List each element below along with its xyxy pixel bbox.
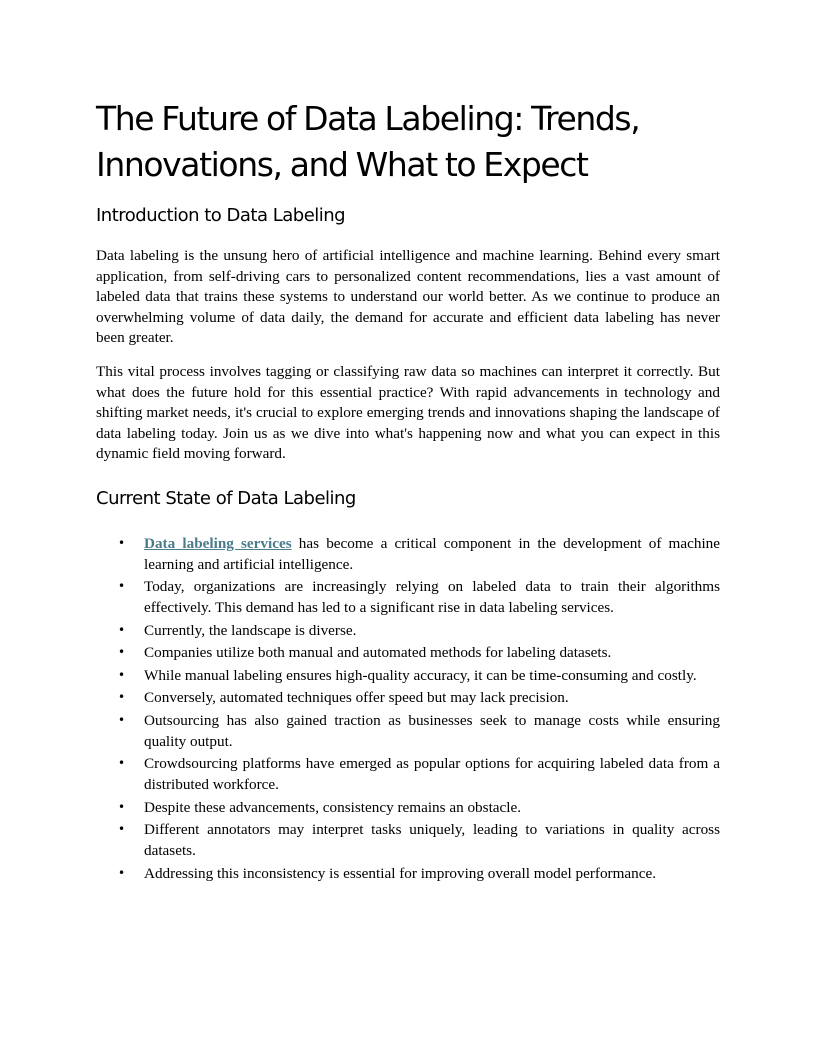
list-item-text: Different annotators may interpret tasks uniquely, leading to variations in quality across datasets.: [144, 821, 720, 860]
list-item-text: has become a critical component in the development of machine learning and artificial intelligence.: [144, 534, 720, 573]
bullet-icon: •: [118, 712, 126, 727]
bullet-icon: •: [118, 622, 126, 637]
list-item: [96, 620, 720, 641]
document-content: [96, 96, 720, 885]
bullet-icon: •: [118, 579, 126, 594]
list-item: [96, 819, 720, 861]
bullet-icon: •: [118, 756, 126, 771]
intro-heading: Introduction to Data Labeling: [96, 205, 346, 226]
list-item: [96, 687, 720, 708]
list-item: [96, 863, 720, 884]
list-item-text: Despite these advancements, consistency remains an obstacle.: [144, 798, 522, 816]
current-state-heading: Current State of Data Labeling: [96, 487, 356, 509]
list-item: [96, 576, 720, 618]
list-item-text: Currently, the landscape is diverse.: [144, 621, 357, 639]
bullet-icon: •: [118, 799, 126, 814]
page-title: The Future of Data Labeling: Trends, Innovations, and What to Expect: [96, 99, 640, 184]
list-item-text: Conversely, automated techniques offer speed but may lack precision.: [144, 689, 569, 707]
list-item: [96, 753, 720, 795]
bullet-icon: •: [118, 645, 126, 660]
data-labeling-services-link[interactable]: Data labeling services: [144, 534, 292, 552]
list-item: [96, 665, 720, 686]
bullet-icon: •: [118, 865, 126, 880]
list-item-text: Companies utilize both manual and automated methods for labeling datasets.: [144, 644, 612, 662]
list-item: [96, 710, 720, 752]
list-item: [96, 533, 720, 575]
bullet-icon: •: [118, 690, 126, 705]
list-item-text: Today, organizations are increasingly relying on labeled data to train their algorithms effectively. This demand has led to a significant rise in data labeling services.: [144, 578, 720, 617]
list-item-text: While manual labeling ensures high-quality accuracy, it can be time-consuming and costly.: [144, 666, 697, 684]
intro-paragraph-2: This vital process involves tagging or classifying raw data so machines can interpret it correctly. But what does the future hold for this essential practice? With rapid advancements in technology and shifting market needs, it's crucial to explore emerging trends and innovations shaping the landscape of data labeling today. Join us as we dive into what's happening now and what you can expect in this dynamic field moving forward.: [96, 362, 720, 463]
list-item-text: Crowdsourcing platforms have emerged as popular options for acquiring labeled data from a distributed workforce.: [144, 755, 720, 794]
bullet-icon: •: [118, 667, 126, 682]
list-item-text: Addressing this inconsistency is essential for improving overall model performance.: [144, 864, 657, 882]
current-state-list: [96, 533, 720, 884]
list-item: [96, 797, 720, 818]
intro-paragraph-1: Data labeling is the unsung hero of artificial intelligence and machine learning. Behind every smart application, from self-driving cars to personalized content recommendations, lies a vast amount of labeled data that trains these systems to understand our world better. As we continue to produce an overwhelming volume of data daily, the demand for accurate and efficient data labeling has never been greater.: [96, 247, 720, 347]
bullet-icon: •: [118, 822, 126, 837]
bullet-icon: •: [118, 535, 126, 550]
list-item: [96, 642, 720, 663]
list-item-text: Outsourcing has also gained traction as businesses seek to manage costs while ensuring quality output.: [144, 711, 720, 750]
